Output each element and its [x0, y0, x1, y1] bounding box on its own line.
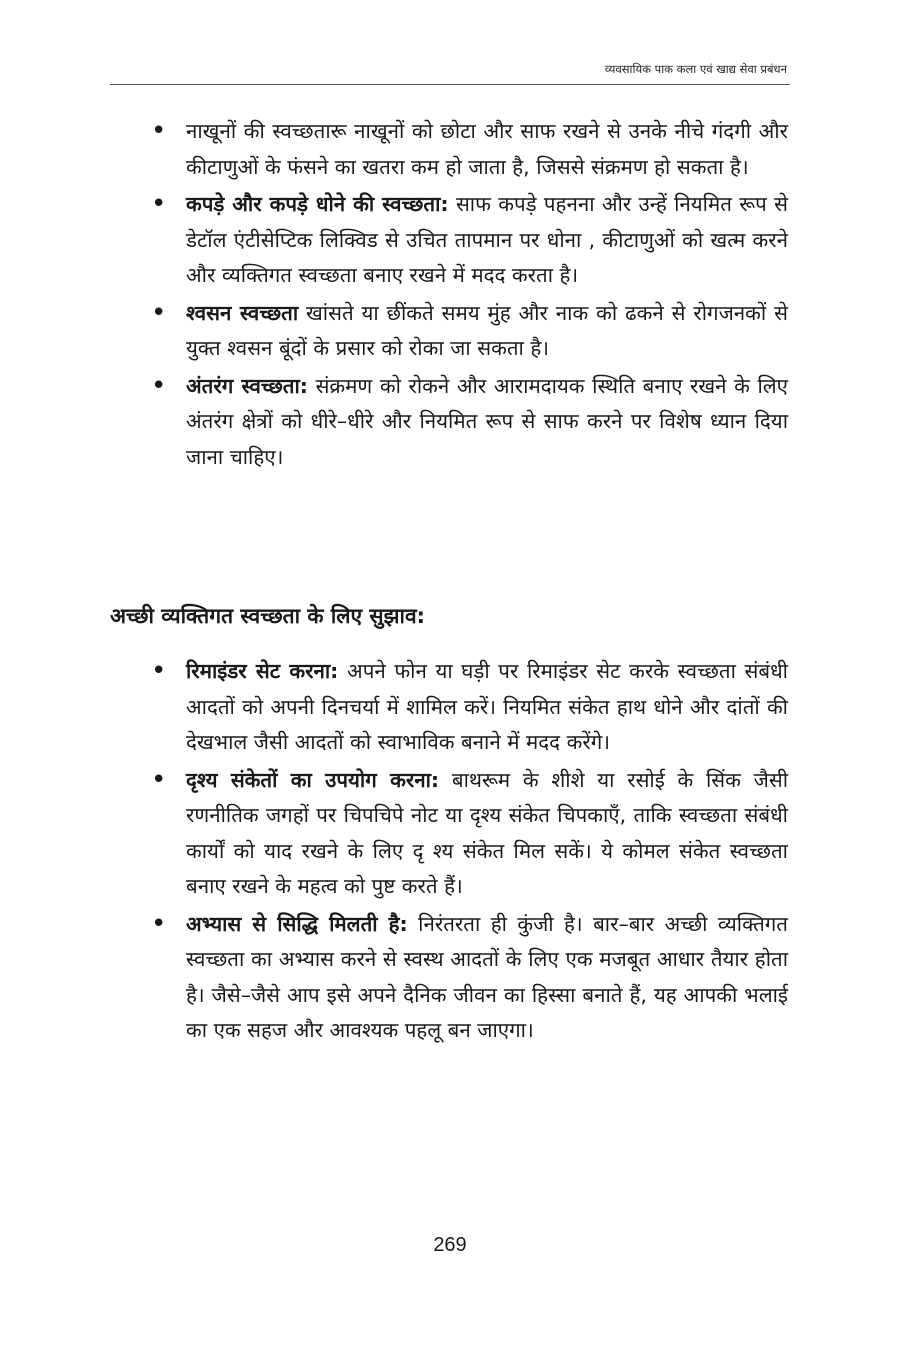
bullet-icon: • — [151, 908, 167, 939]
section-heading: अच्छी व्यक्तिगत स्वच्छता के लिए सुझाव: — [110, 604, 426, 628]
page-number: 269 — [433, 1234, 467, 1256]
list-item-visual-cues — [151, 763, 788, 905]
bullet-icon: • — [151, 656, 167, 686]
list-item-practice-makes-perfect — [151, 907, 788, 1049]
list-item-text: नाखूनों की स्वच्छतारू नाखूनों को छोटा और साफ रखने से उनके नीचे गंदगी और कीटाणुओं के फंसने का खतरा कम हो जाता है, जिससे संक्रमण हो सकता है। — [186, 119, 788, 179]
list-item-lead: अभ्यास से सिद्धि मिलती है: — [186, 911, 408, 936]
running-header-title: व्यवसायिक पाक कला एवं खाद्य सेवा प्रबंधन — [604, 62, 787, 76]
list-item-text: खांसते या छींकते समय मुंह और नाक को ढकने से रोगजनकों से युक्त श्वसन बूंदों के प्रसार को रोका जा सकता है। — [186, 300, 788, 360]
bullet-icon: • — [151, 764, 167, 795]
list-item-text: साफ कपड़े पहनना और उन्हें नियमित रूप से डेटॉल एंटीसेप्टिक लिक्विड से उचित तापमान पर धोना , कीटाणुओं को खत्म करने और व्यक्तिगत स्वच्छता बनाए रखने में मदद करता है। — [186, 192, 788, 287]
list-item-text: बाथरूम के शीशे या रसोई के सिंक जैसी रणनीतिक जगहों पर चिपचिपे नोट या दृश्य संकेत चिपकाएँ, ताकि स्वच्छता संबंधी कार्यों को याद रखने के लिए दृ श्य संकेत मिल सकें। ये कोमल संकेत स्वच्छता बनाए रखने के महत्व को पुष्ट करते हैं। — [186, 767, 788, 898]
list-item-respiratory-hygiene — [151, 296, 788, 367]
list-item-lead: रिमाइंडर सेट करना: — [186, 659, 339, 683]
list-item-lead: अंतरंग स्वच्छता: — [186, 373, 308, 398]
list-item-intimate-hygiene — [151, 369, 788, 476]
list-item-nail-hygiene — [151, 114, 788, 185]
list-item-lead: श्वसन स्वच्छता — [186, 300, 299, 325]
list-item-text: अपने फोन या घड़ी पर रिमाइंडर सेट करके स्वच्छता संबंधी आदतों को अपनी दिनचर्या में शामिल करें। नियमित संकेत हाथ धोने और दांतों की देखभाल जैसी आदतों को स्वाभाविक बनाने में मदद करेंगे। — [186, 659, 788, 754]
list-item-set-reminders — [151, 654, 788, 761]
list-item-lead: दृश्य संकेतों का उपयोग करना: — [186, 767, 440, 792]
bullet-icon: • — [151, 189, 167, 219]
hygiene-tips-list — [151, 654, 788, 1051]
page-header — [110, 60, 790, 85]
list-item-text: संक्रमण को रोकने और आरामदायक स्थिति बनाए रखने के लिए अंतरंग क्षेत्रों को धीरे–धीरे और नियमित रूप से साफ करने पर विशेष ध्यान दिया जाना चाहिए। — [186, 373, 788, 469]
hygiene-practices-list — [151, 114, 788, 477]
list-item-clothing-hygiene — [151, 187, 788, 294]
list-item-lead: कपड़े और कपड़े धोने की स्वच्छता: — [186, 192, 449, 216]
list-item-text: निरंतरता ही कुंजी है। बार–बार अच्छी व्यक्तिगत स्वच्छता का अभ्यास करने से स्वस्थ आदतों के लिए एक मजबूत आधार तैयार होता है। जैसे–जैसे आप इसे अपने दैनिक जीवन का हिस्सा बनाते हैं, यह आपकी भलाई का एक सहज और आवश्यक पहलू बन जाएगा। — [186, 911, 788, 1042]
bullet-icon: • — [151, 370, 167, 401]
bullet-icon: • — [151, 116, 167, 146]
bullet-icon: • — [151, 297, 167, 328]
